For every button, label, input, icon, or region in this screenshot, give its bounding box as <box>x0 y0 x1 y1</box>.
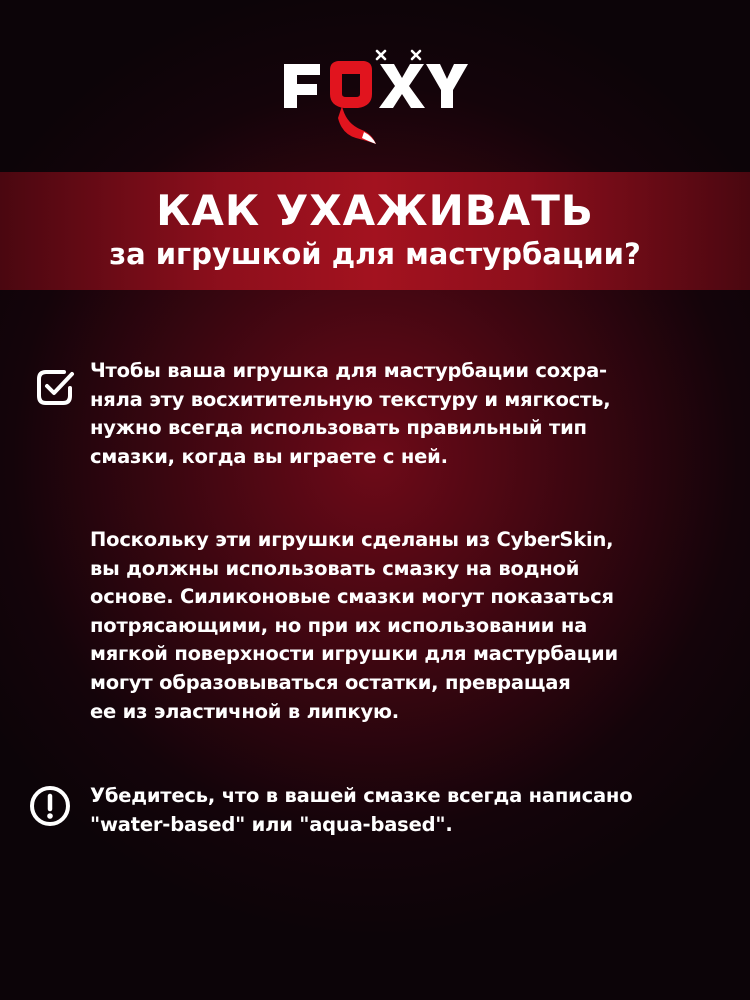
section-1-line: Чтобы ваша игрушка для мастурбации сохра- <box>90 359 607 382</box>
section-1-line: няла эту восхитительную текстуру и мягкость, <box>90 387 611 411</box>
foxy-logo-icon <box>280 48 470 148</box>
logo-fox-tail-tip <box>362 132 376 144</box>
logo-letter-y <box>426 64 468 108</box>
section-1-line: нужно всегда использовать правильный тип <box>90 416 587 440</box>
section-3-text <box>90 782 720 839</box>
section-1-text <box>90 357 720 471</box>
section-2-line: мягкой поверхности игрушки для мастурбации <box>90 642 618 666</box>
logo-x-marks <box>377 51 420 59</box>
logo-letter-f <box>284 64 320 108</box>
logo-fox-head <box>330 61 372 108</box>
section-2-line: могут образовываться остатки, превращая <box>90 670 571 694</box>
section-1-line: смазки, когда вы играете с ней. <box>90 444 448 468</box>
section-3-line: Убедитесь, что в вашей смазке всегда написано <box>90 784 633 807</box>
exclamation-circle-icon <box>28 784 72 828</box>
checkbox-check-icon <box>34 366 76 408</box>
section-2-line: ее из эластичной в липкую. <box>90 699 399 723</box>
section-3-line: "water-based" или "aqua-based". <box>90 812 453 836</box>
banner-subtitle: за игрушкой для мастурбации? <box>109 237 641 271</box>
section-2-line: потрясающими, но при их использовании на <box>90 613 588 637</box>
banner-title: КАК УХАЖИВАТЬ <box>156 186 594 235</box>
section-2-text <box>90 526 720 726</box>
logo-letter-x <box>379 64 425 108</box>
section-2-line: вы должны использовать смазку на водной <box>90 556 580 580</box>
section-2-line: Поскольку эти игрушки сделаны из CyberSkin, <box>90 528 614 551</box>
foxy-logo <box>0 48 750 148</box>
section-2-line: основе. Силиконовые смазки могут показаться <box>90 585 614 609</box>
